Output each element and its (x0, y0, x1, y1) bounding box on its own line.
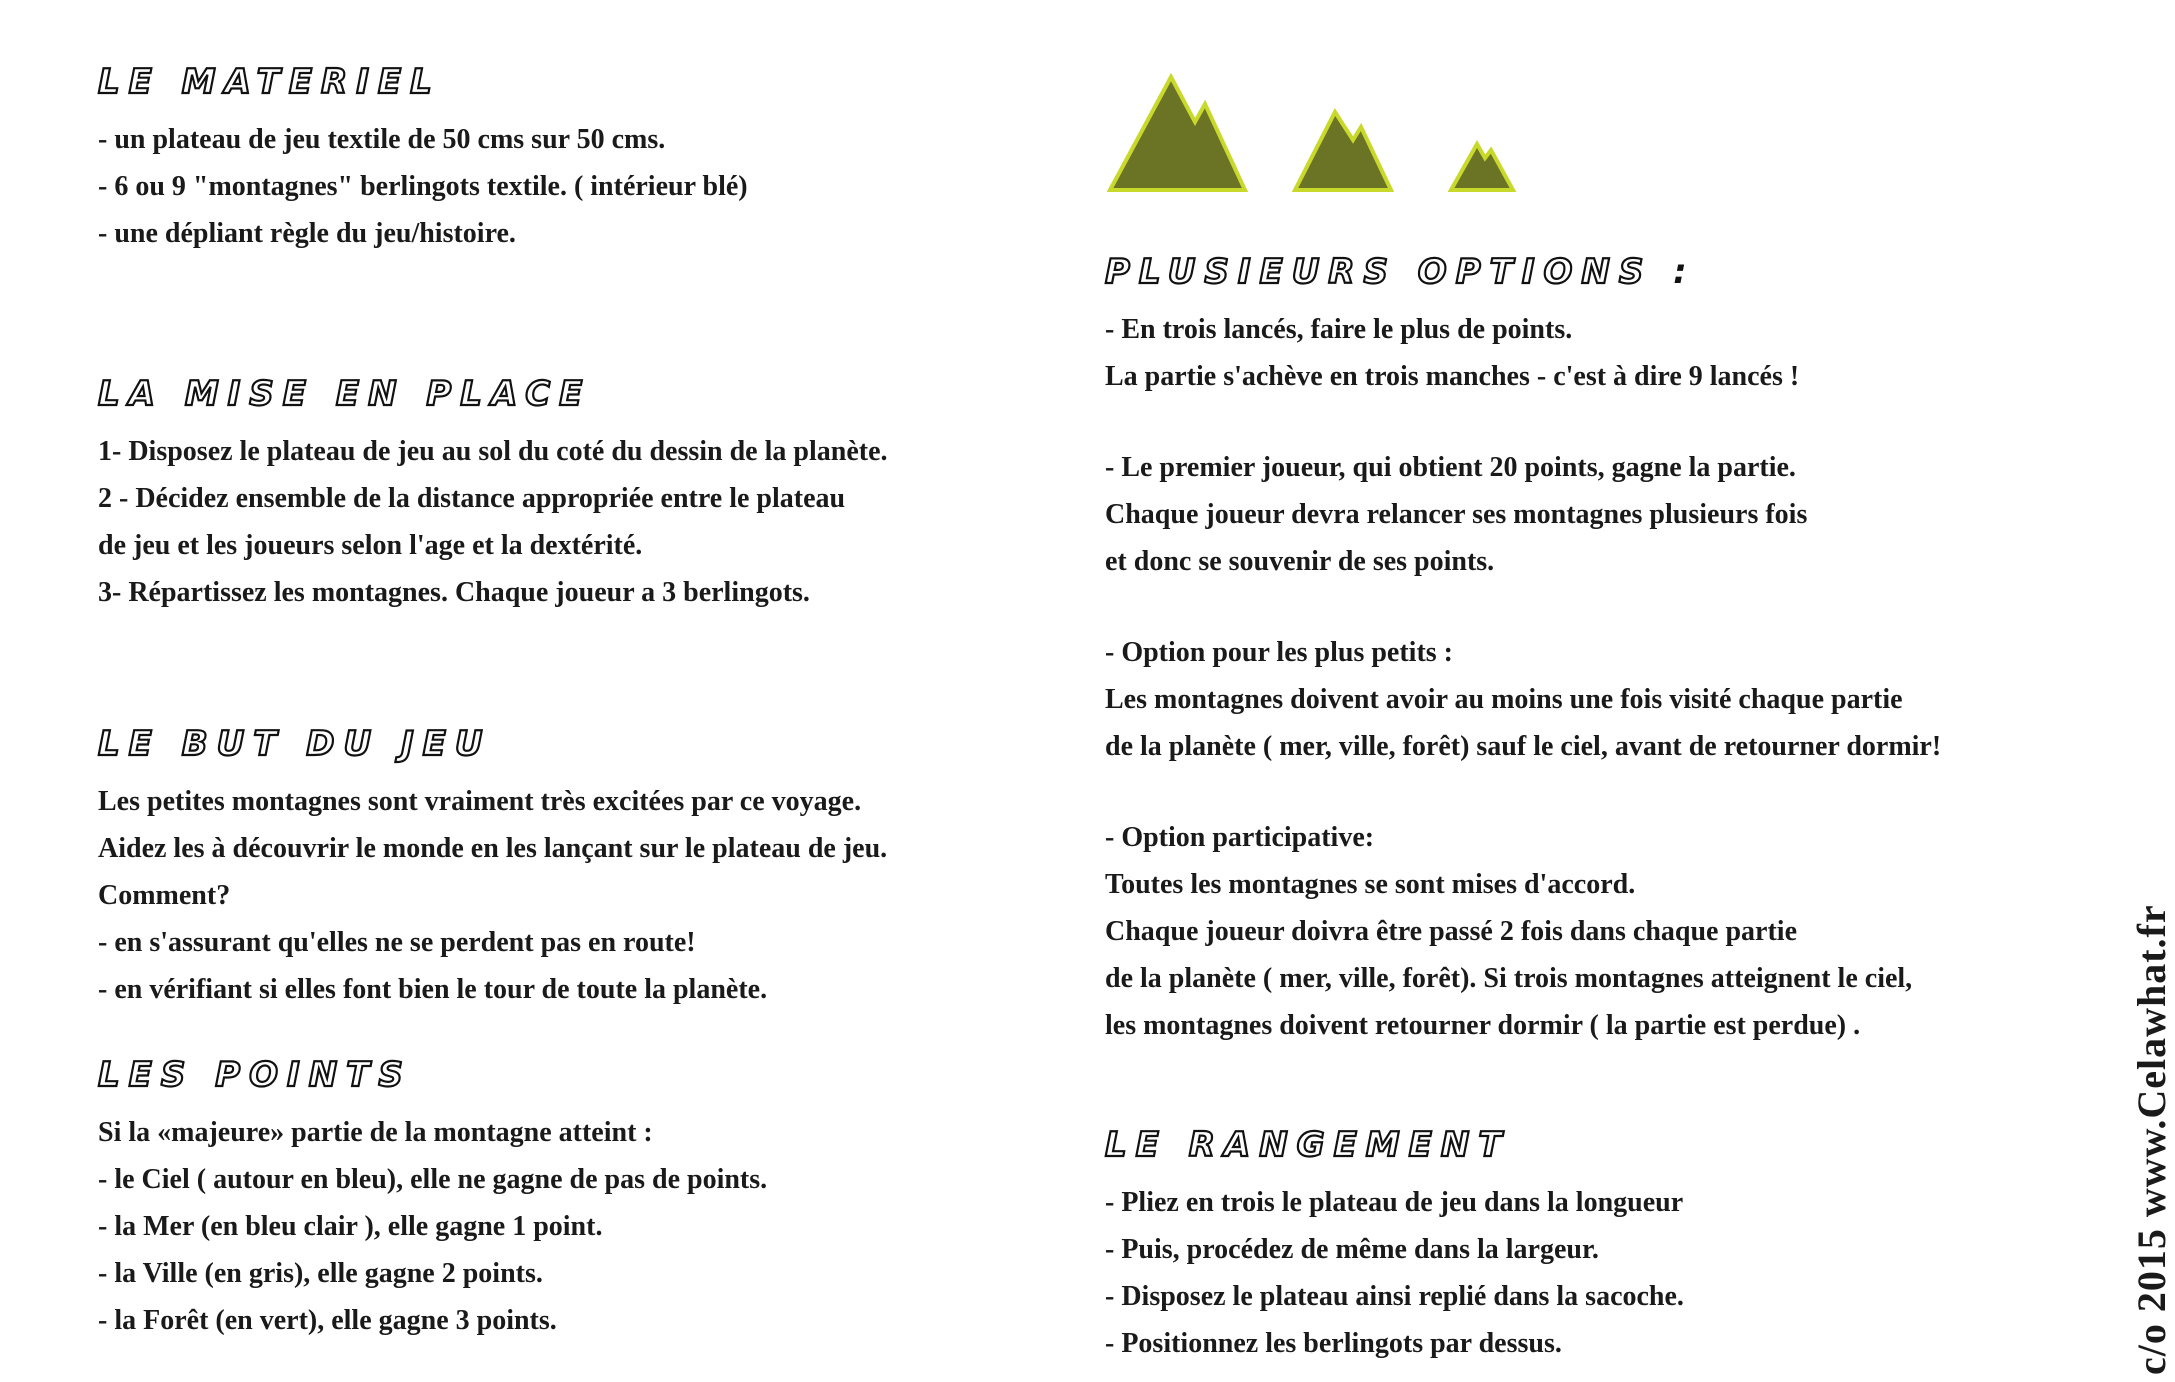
but-line: - en s'assurant qu'elles ne se perdent pas en route! (98, 927, 696, 958)
small-mountain-icon (1451, 144, 1513, 190)
mise-en-place-heading: LA MISE EN PLACE (98, 374, 592, 414)
option-line: de la planète ( mer, ville, forêt). Si trois montagnes atteignent le ciel, (1105, 963, 1913, 994)
section-points (98, 1053, 1098, 1344)
spacer (1105, 400, 2105, 444)
section-rangement (1105, 1123, 2105, 1367)
options-heading (1105, 250, 2105, 294)
mise-line: de jeu et les joueurs selon l'age et la dextérité. (98, 530, 643, 561)
option-line: Chaque joueur devra relancer ses montagnes plusieurs fois (1105, 499, 1808, 530)
materiel-line: - 6 ou 9 "montagnes" berlingots textile. ( intérieur blé) (98, 171, 748, 202)
points-line: - la Forêt (en vert), elle gagne 3 points. (98, 1305, 557, 1336)
but-line: Comment? (98, 880, 231, 911)
options-heading-colon: : (1673, 252, 1687, 292)
rangement-line: - Puis, procédez de même dans la largeur. (1105, 1234, 1599, 1265)
materiel-line: - un plateau de jeu textile de 50 cms sur 50 cms. (98, 124, 666, 155)
spacer (98, 257, 1098, 372)
points-line: - la Mer (en bleu clair ), elle gagne 1 point. (98, 1211, 603, 1242)
option-line: - En trois lancés, faire le plus de points. (1105, 314, 1573, 345)
but-line: - en vérifiant si elles font bien le tour de toute la planète. (98, 974, 768, 1005)
option-line: Les montagnes doivent avoir au moins une fois visité chaque partie (1105, 684, 1903, 715)
mise-line: 3- Répartissez les montagnes. Chaque joueur a 3 berlingots. (98, 577, 810, 608)
option-line: Chaque joueur doivra être passé 2 fois dans chaque partie (1105, 916, 1798, 947)
left-column (98, 60, 1098, 1344)
section-options (1105, 250, 2105, 1049)
option-line: - Option participative: (1105, 822, 1375, 853)
option-line: La partie s'achève en trois manches - c'est à dire 9 lancés ! (1105, 361, 1800, 392)
rangement-line: - Pliez en trois le plateau de jeu dans la longueur (1105, 1187, 1684, 1218)
materiel-line: - une dépliant règle du jeu/histoire. (98, 218, 516, 249)
points-line: Si la «majeure» partie de la montagne atteint : (98, 1117, 653, 1148)
option-line: Toutes les montagnes se sont mises d'accord. (1105, 869, 1636, 900)
rangement-line: - Disposez le plateau ainsi replié dans la sacoche. (1105, 1281, 1684, 1312)
spacer (98, 616, 1098, 722)
option-line: - Le premier joueur, qui obtient 20 points, gagne la partie. (1105, 452, 1796, 483)
points-line: - le Ciel ( autour en bleu), elle ne gagne de pas de points. (98, 1164, 768, 1195)
rangement-line: - Positionnez les berlingots par dessus. (1105, 1328, 1562, 1359)
medium-mountain-icon (1295, 112, 1391, 190)
section-mise-en-place (98, 372, 1098, 616)
large-mountain-icon (1110, 77, 1245, 190)
section-but-du-jeu (98, 722, 1098, 1013)
section-materiel (98, 60, 1098, 257)
option-line: les montagnes doivent retourner dormir ( la partie est perdue) . (1105, 1010, 1861, 1041)
points-heading: LES POINTS (98, 1055, 412, 1095)
spacer (1105, 770, 2105, 814)
but-line: Les petites montagnes sont vraiment très excitées par ce voyage. (98, 786, 862, 817)
mise-line: 2 - Décidez ensemble de la distance appropriée entre le plateau (98, 483, 846, 514)
copyright-footer: c/o 2015 www.Celawhat.fr (2129, 904, 2174, 1375)
spacer (1105, 585, 2105, 629)
but-du-jeu-heading: LE BUT DU JEU (98, 724, 492, 764)
options-heading-text: PLUSIEURS OPTIONS (1105, 252, 1653, 292)
right-column (1105, 250, 2105, 1367)
option-line: et donc se souvenir de ses points. (1105, 546, 1495, 577)
materiel-heading: LE MATERIEL (98, 62, 441, 102)
option-line: - Option pour les plus petits : (1105, 637, 1453, 668)
spacer (1105, 1049, 2105, 1123)
but-line: Aidez les à découvrir le monde en les lançant sur le plateau de jeu. (98, 833, 888, 864)
points-line: - la Ville (en gris), elle gagne 2 points. (98, 1258, 543, 1289)
mountains-icon (1105, 72, 1525, 202)
option-line: de la planète ( mer, ville, forêt) sauf le ciel, avant de retourner dormir! (1105, 731, 1942, 762)
mise-line: 1- Disposez le plateau de jeu au sol du coté du dessin de la planète. (98, 436, 888, 467)
spacer (98, 1013, 1098, 1053)
rangement-heading: LE RANGEMENT (1105, 1125, 1511, 1165)
